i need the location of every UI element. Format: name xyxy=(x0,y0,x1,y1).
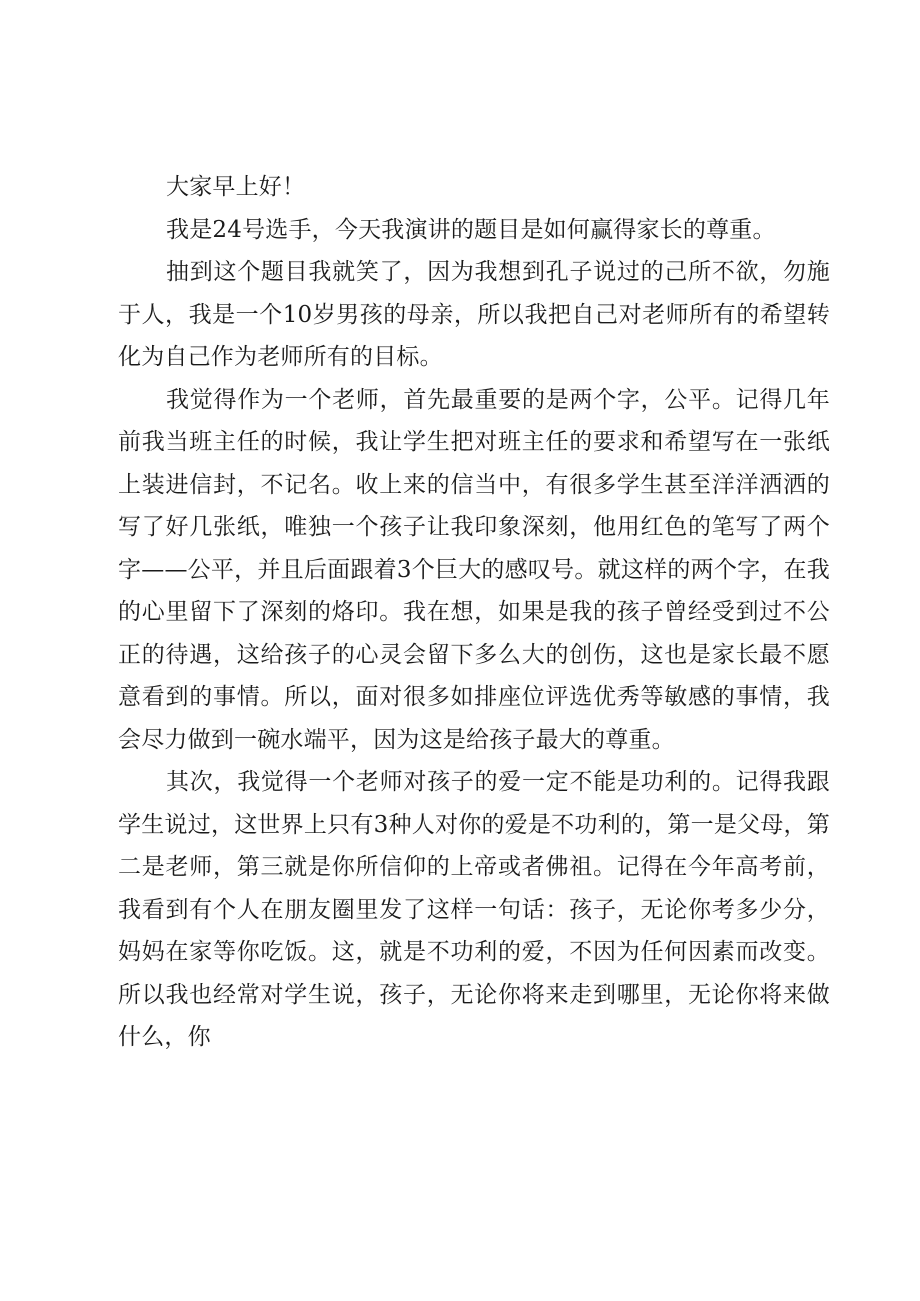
topic-paragraph: 抽到这个题目我就笑了，因为我想到孔子说过的己所不欲，勿施于人，我是一个10岁男孩的母亲，所以我把自己对老师所有的希望转化为自己作为老师所有的目标。 xyxy=(118,259,830,370)
fairness-paragraph: 我觉得作为一个老师，首先最重要的是两个字，公平。记得几年前我当班主任的时候，我让学生把对班主任的要求和希望写在一张纸上装进信封，不记名。收上来的信当中，有很多学生甚至洋洋洒洒的写了好几张纸，唯独一个孩子让我印象深刻，他用红色的笔写了两个字——公平，并且后面跟着3个巨大的感叹号。就这样的两个字，在我的心里留下了深刻的烙印。我在想，如果是我的孩子曾经受到过不公正的待遇，这给孩子的心灵会留下多么大的创伤，这也是家长最不愿意看到的事情。所以，面对很多如排座位评选优秀等敏感的事情，我会尽力做到一碗水端平，因为这是给孩子最大的尊重。 xyxy=(118,386,830,753)
greeting-paragraph: 大家早上好！ xyxy=(166,174,306,200)
love-paragraph: 其次，我觉得一个老师对孩子的爱一定不能是功利的。记得我跟学生说过，这世界上只有3种人对你的爱是不功利的，第一是父母，第二是老师，第三就是你所信仰的上帝或者佛祖。记得在今年高考前，我看到有个人在朋友圈里发了这样一句话：孩子，无论你考多少分，妈妈在家等你吃饭。这，就是不功利的爱，不因为任何因素而改变。所以我也经常对学生说，孩子，无论你将来走到哪里，无论你将来做什么，你 xyxy=(118,769,830,1050)
intro-paragraph: 我是24号选手，今天我演讲的题目是如何赢得家长的尊重。 xyxy=(166,216,776,243)
speech-text xyxy=(118,166,830,1059)
